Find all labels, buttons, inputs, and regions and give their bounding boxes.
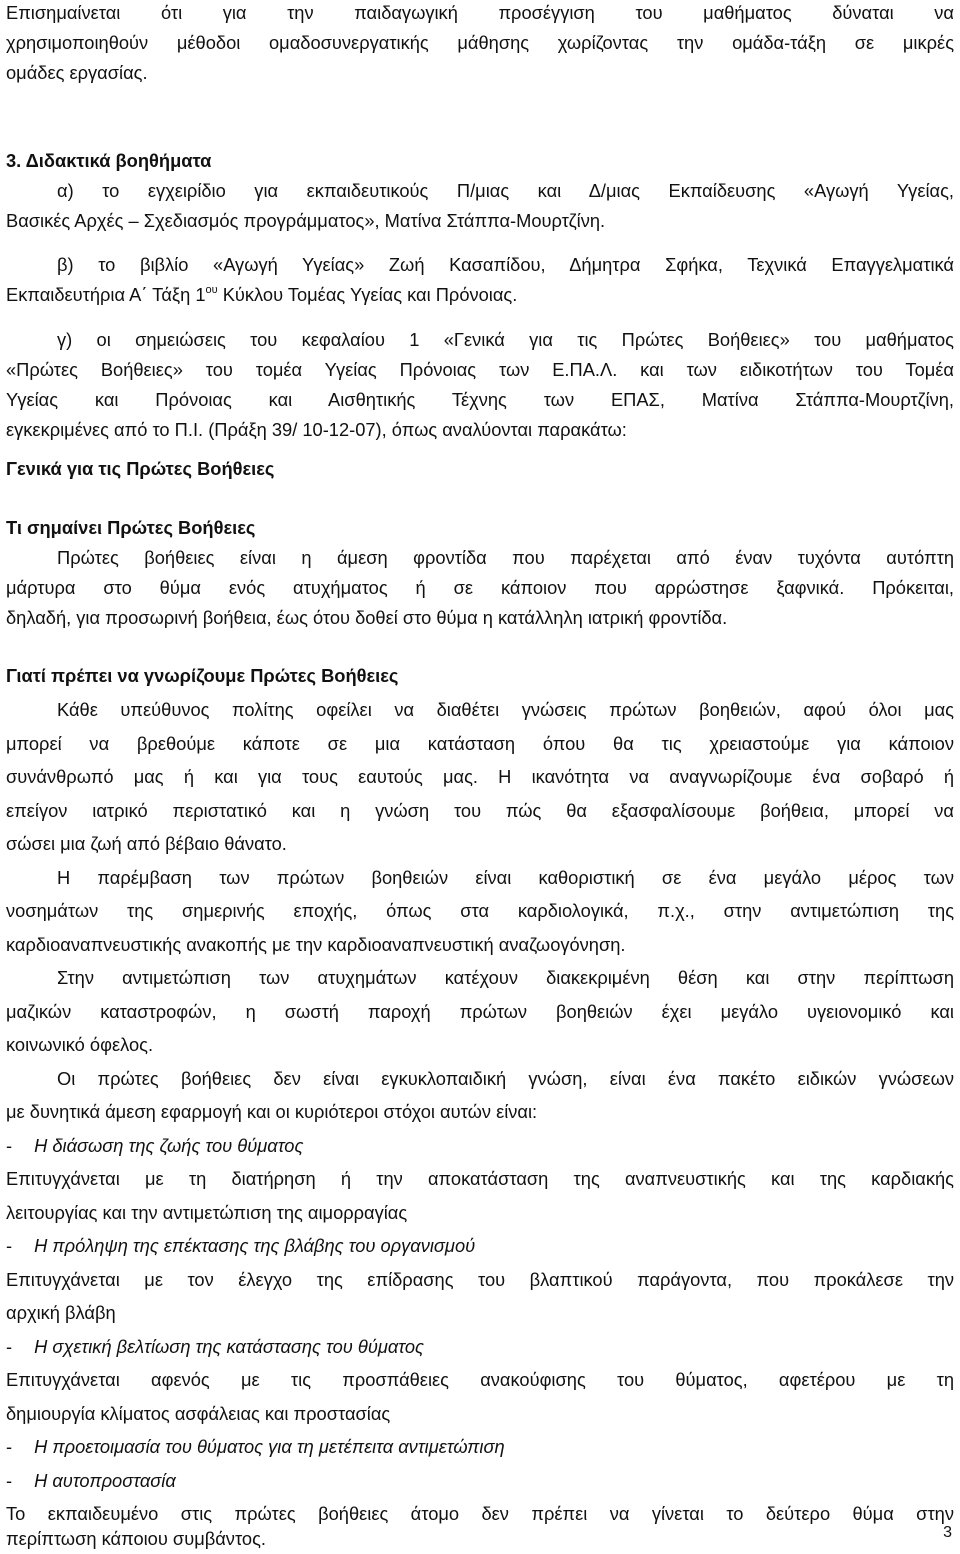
goal-3: - Η σχετική βελτίωση της κατάστασης του θύματος [6, 1336, 424, 1357]
goal-5-desc-line-2: περίπτωση κάποιου συμβάντος. [6, 1528, 266, 1549]
page-number: 3 [943, 1524, 952, 1541]
aid-c-line-3: Υγείας και Πρόνοιας και Αισθητικής Τέχνης των ΕΠΑΣ, Ματίνα Στάππα-Μουρτζίνη, [6, 389, 954, 410]
section-heading-teaching-aids: 3. Διδακτικά βοηθήματα [6, 150, 212, 171]
aid-c-line-2: «Πρώτες Βοήθειες» του τομέα Υγείας Πρόνοιας των Ε.ΠΑ.Λ. και των ειδικοτήτων του Τομέα [6, 359, 954, 380]
meaning-line-3: δηλαδή, για προσωρινή βοήθεια, έως ότου δοθεί στο θύμα η κατάλληλη ιατρική φροντίδα. [6, 607, 728, 628]
goal-1-desc-line-1: Επιτυγχάνεται με τη διατήρηση ή την αποκατάσταση της αναπνευστικής και της καρδιακής [6, 1168, 954, 1189]
heading-why: Γιατί πρέπει να γνωρίζουμε Πρώτες Βοήθειες [6, 665, 399, 686]
goal-5-desc-line-1: Το εκπαιδευμένο στις πρώτες βοήθειες άτομο δεν πρέπει να γίνεται το δεύτερο θύμα στην [6, 1503, 954, 1524]
aid-c-line-4: εγκεκριμένες από το Π.Ι. (Πράξη 39/ 10-12-07), όπως αναλύονται παρακάτω: [6, 419, 627, 440]
why-p3-line-3: κοινωνικό όφελος. [6, 1034, 154, 1055]
heading-meaning: Τι σημαίνει Πρώτες Βοήθειες [6, 517, 256, 538]
ordinal-superscript: ου [205, 283, 218, 296]
why-p1-line-1: Κάθε υπεύθυνος πολίτης οφείλει να διαθέτει γνώσεις πρώτων βοηθειών, αφού όλοι μας [57, 699, 954, 720]
why-p4-line-1: Οι πρώτες βοήθειες δεν είναι εγκυκλοπαιδική γνώση, είναι ένα πακέτο ειδικών γνώσεων [57, 1068, 954, 1089]
why-p3-line-1: Στην αντιμετώπιση των ατυχημάτων κατέχουν διακεκριμένη θέση και στην περίπτωση [57, 967, 954, 988]
why-p1-line-5: σώσει μια ζωή από βέβαιο θάνατο. [6, 833, 287, 854]
why-p2-line-2: νοσημάτων της σημερινής εποχής, όπως στα καρδιολογικά, π.χ., στην αντιμετώπιση της [6, 900, 954, 921]
why-p2-line-3: καρδιοαναπνευστικής ανακοπής με την καρδιοαναπνευστική αναζωογόνηση. [6, 934, 626, 955]
goal-1-desc-line-2: λειτουργίας και την αντιμετώπιση της αιμορραγίας [6, 1202, 408, 1223]
goal-2-desc-line-2: αρχική βλάβη [6, 1302, 116, 1323]
meaning-line-1: Πρώτες βοήθειες είναι η άμεση φροντίδα που παρέχεται από έναν τυχόντα αυτόπτη [57, 547, 954, 568]
why-p4-line-2: με δυνητικά άμεση εφαρμογή και οι κυριότεροι στόχοι αυτών είναι: [6, 1101, 538, 1122]
goal-2-desc-line-1: Επιτυγχάνεται με τον έλεγχο της επίδρασης του βλαπτικού παράγοντα, που προκάλεσε την [6, 1269, 954, 1290]
aid-c-line-1: γ) οι σημειώσεις του κεφαλαίου 1 «Γενικά για τις Πρώτες Βοήθειες» του μαθήματος [57, 329, 954, 350]
goal-5: - Η αυτοπροστασία [6, 1470, 176, 1491]
aid-a-line-1: α) το εγχειρίδιο για εκπαιδευτικούς Π/μιας και Δ/μιας Εκπαίδευσης «Αγωγή Υγείας, [57, 180, 954, 201]
why-p3-line-2: μαζικών καταστροφών, η σωστή παροχή πρώτων βοηθειών έχει μεγάλο υγειονομικό και [6, 1001, 954, 1022]
why-p1-line-2: μπορεί να βρεθούμε κάποτε σε μια κατάσταση όπου θα τις χρειαστούμε για κάποιον [6, 733, 954, 754]
goal-3-desc-line-2: δημιουργία κλίματος ασφάλειας και προστασίας [6, 1403, 391, 1424]
intro-line-2: χρησιμοποιηθούν μέθοδοι ομαδοσυνεργατικής μάθησης χωρίζοντας την ομάδα-τάξη σε μικρές [6, 32, 954, 53]
heading-general-first-aid: Γενικά για τις Πρώτες Βοήθειες [6, 458, 275, 479]
goal-2: - Η πρόληψη της επέκτασης της βλάβης του οργανισμού [6, 1235, 476, 1256]
intro-line-1: Επισημαίνεται ότι για την παιδαγωγική προσέγγιση του μαθήματος δύναται να [6, 2, 954, 23]
goal-3-desc-line-1: Επιτυγχάνεται αφενός με τις προσπάθειες ανακούφισης του θύματος, αφετέρου με τη [6, 1369, 954, 1390]
aid-a-line-2: Βασικές Αρχές – Σχεδιασμός προγράμματος», Ματίνα Στάππα-Μουρτζίνη. [6, 210, 606, 231]
meaning-line-2: μάρτυρα στο θύμα ενός ατυχήματος ή σε κάποιον που αρρώστησε ξαφνικά. Πρόκειται, [6, 577, 954, 598]
goal-4: - Η προετοιμασία του θύματος για τη μετέπειτα αντιμετώπιση [6, 1436, 505, 1457]
why-p1-line-3: συνάνθρωπό μας ή και για τους εαυτούς μας. Η ικανότητα να αναγνωρίζουμε ένα σοβαρό ή [6, 766, 954, 787]
aid-b-line-2: Εκπαιδευτήρια Α΄ Τάξη $1^{o\upsilon}$ Κύκλου Τομέας Υγείας και Πρόνοιας. [6, 283, 518, 305]
goal-1: - Η διάσωση της ζωής του θύματος [6, 1135, 304, 1156]
aid-b-line-1: β) το βιβλίο «Αγωγή Υγείας» Ζωή Κασαπίδου, Δήμητρα Σφήκα, Τεχνικά Επαγγελματικά [57, 254, 954, 275]
intro-line-3: ομάδες εργασίας. [6, 62, 148, 83]
why-p2-line-1: Η παρέμβαση των πρώτων βοηθειών είναι καθοριστική σε ένα μεγάλο μέρος των [57, 867, 954, 888]
why-p1-line-4: επείγον ιατρικό περιστατικό και η γνώση του πώς θα εξασφαλίσουμε βοήθεια, μπορεί να [6, 800, 954, 821]
